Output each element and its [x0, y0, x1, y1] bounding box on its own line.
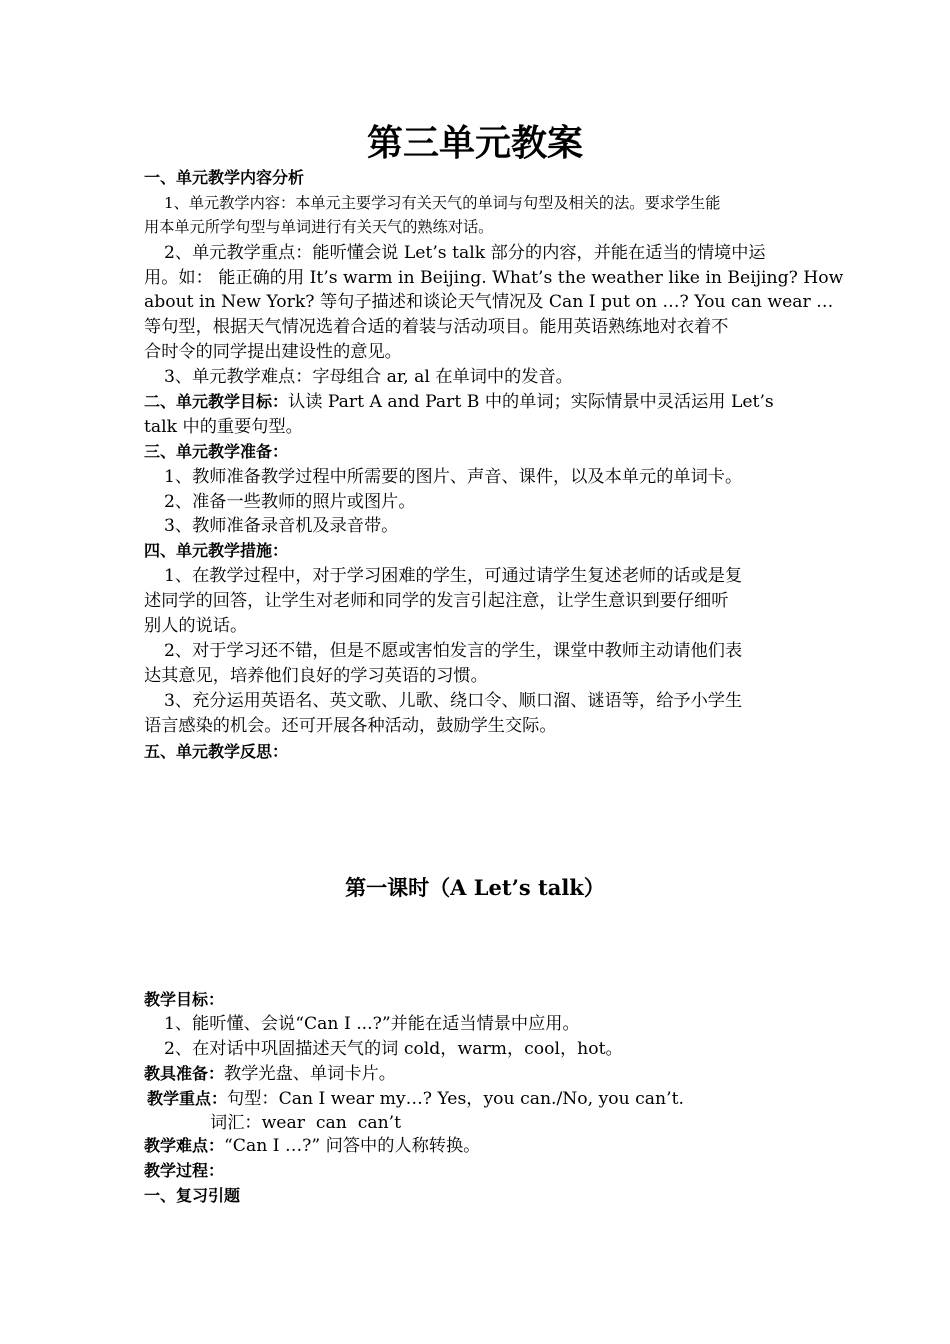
paragraph-line: 达其意见，培养他们良好的学习英语的习惯。	[144, 666, 488, 686]
section-heading-preparation: 三、单元教学准备：	[144, 442, 289, 461]
lesson-key-line	[147, 1087, 815, 1111]
lesson-difficulty-line	[144, 1134, 812, 1158]
paragraph-line: 2、单元教学重点：能听懂会说 Let’s talk 部分的内容，并能在适当的情境中运	[164, 243, 766, 263]
paragraph-line: 3、充分运用英语名、英文歌、儿歌、绕口令、顺口溜、谜语等，给予小学生	[164, 691, 743, 711]
paragraph-line: 等句型，根据天气情况选着合适的着装与活动项目。能用英语熟练地对衣着不	[144, 317, 729, 337]
section-heading-goals: 二、单元教学目标：	[144, 392, 289, 411]
lesson-key-sentence: 句型：Can I wear my…? Yes，you can./No, you can’t.	[227, 1089, 684, 1109]
paragraph-line: 述同学的回答，让学生对老师和同学的发言引起注意，让学生意识到要仔细听	[144, 591, 729, 611]
paragraph-line: talk 中的重要句型。	[144, 417, 303, 437]
lesson-goal-label: 教学目标：	[144, 990, 225, 1009]
section-heading-content-analysis: 一、单元教学内容分析	[144, 168, 305, 187]
lesson-title: 第一课时（A Let’s talk）	[345, 875, 605, 900]
paragraph-line: 合时令的同学提出建设性的意见。	[144, 342, 402, 362]
lesson-tools-label: 教具准备：	[144, 1064, 225, 1083]
list-item: 1、教师准备教学过程中所需要的图片、声音、课件，以及本单元的单词卡。	[164, 467, 743, 487]
section-heading-measures: 四、单元教学措施：	[144, 541, 289, 560]
lesson-key-label: 教学重点：	[147, 1089, 228, 1108]
lesson-difficulty-text: “Can I …?” 问答中的人称转换。	[224, 1136, 481, 1156]
paragraph-line: 用本单元所学句型与单词进行有关天气的熟练对话。	[144, 218, 494, 236]
lesson-goal-item: 1、能听懂、会说“Can I ...?”并能在适当情景中应用。	[164, 1014, 580, 1034]
section-goals-line	[144, 390, 812, 414]
section-heading-reflection: 五、单元教学反思：	[144, 742, 289, 761]
page-title: 第三单元教案	[366, 123, 583, 164]
list-item: 3、教师准备录音机及录音带。	[164, 516, 399, 536]
paragraph-line: 1、单元教学内容：本单元主要学习有关天气的单词与句型及相关的法。要求学生能	[164, 194, 721, 212]
list-item: 2、准备一些教师的照片或图片。	[164, 492, 416, 512]
paragraph-line: about in New York? 等句子描述和谈论天气情况及 Can I put on …? You can wear …	[144, 292, 834, 312]
paragraph-line: 语言感染的机会。还可开展各种活动，鼓励学生交际。	[144, 716, 557, 736]
lesson-review-heading: 一、复习引题	[144, 1186, 241, 1205]
goals-text: 认读 Part A and Part B 中的单词；实际情景中灵活运用 Let’s	[288, 392, 774, 412]
paragraph-line: 2、对于学习还不错，但是不愿或害怕发言的学生，课堂中教师主动请他们表	[164, 641, 743, 661]
lesson-difficulty-label: 教学难点：	[144, 1136, 225, 1155]
lesson-goal-item: 2、在对话中巩固描述天气的词 cold，warm，cool，hot。	[164, 1039, 623, 1059]
lesson-key-vocab: 词汇：wear can can’t	[210, 1113, 402, 1133]
paragraph-line: 1、在教学过程中，对于学习困难的学生，可通过请学生复述老师的话或是复	[164, 566, 743, 586]
lesson-tools-line	[144, 1062, 812, 1086]
lesson-tools-text: 教学光盘、单词卡片。	[224, 1064, 396, 1084]
lesson-process-label: 教学过程：	[144, 1161, 225, 1180]
paragraph-line: 别人的说话。	[144, 616, 248, 636]
paragraph-line: 3、单元教学难点：字母组合 ar, al 在单词中的发音。	[164, 367, 573, 387]
paragraph-line: 用。如： 能正确的用 It’s warm in Beijing. What’s the weather like in Beijing? How	[144, 268, 844, 288]
